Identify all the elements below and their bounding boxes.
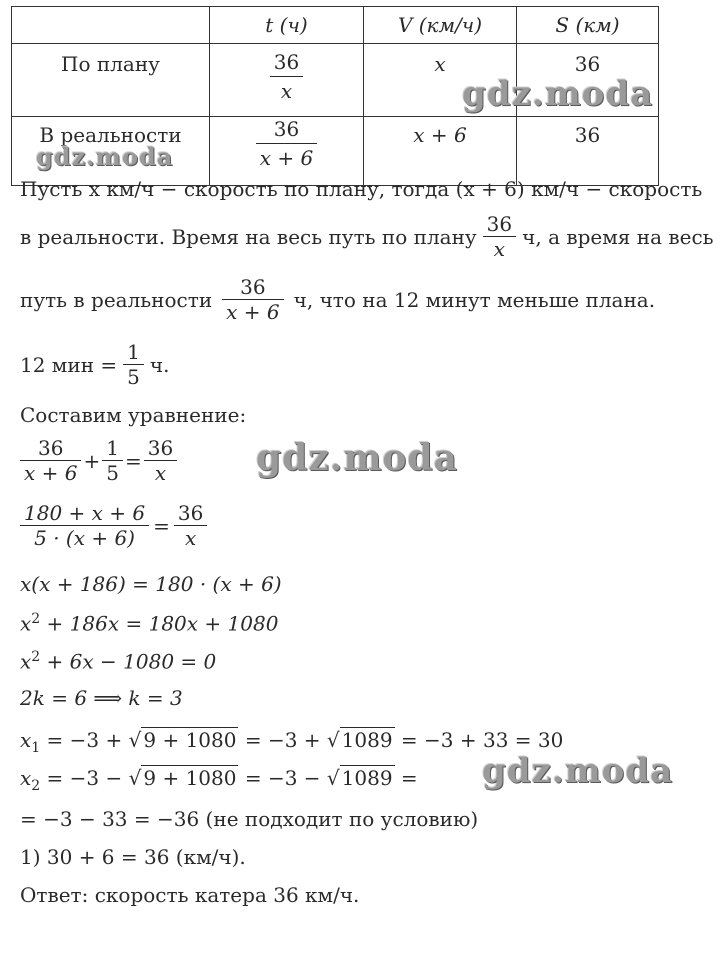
solution-line-6: $x_2 = -3$ − √ 9 + 1080 = −3 − √ 1089 =: [20, 766, 418, 794]
p3-text-a: путь в реальности: [20, 287, 213, 312]
header-t: t (ч): [210, 7, 364, 44]
p2-text-a: в реальности. Время на весь путь по плану: [20, 224, 477, 249]
header-empty: [12, 7, 210, 44]
equation-1: [20, 438, 177, 483]
row-real-label: В реальности: [12, 117, 210, 186]
solution-line-8: 1) 30 + 6 = 36 (км/ч).: [20, 845, 246, 869]
row-plan-time: $\frac{36}{x}$: [210, 44, 364, 117]
row-plan-label: По плану: [12, 44, 210, 117]
row-real-distance: 36: [517, 117, 659, 186]
header-s: S (км): [517, 7, 659, 44]
eq1-equals: =: [124, 448, 142, 473]
solution-line-4: 2k = 6 ⟹ k = 3: [20, 686, 183, 710]
eq1-fraction-3: $\frac{36}{x}$: [144, 438, 177, 483]
paragraph-line-4: [20, 342, 169, 387]
watermark-3: gdz.moda: [256, 437, 458, 479]
row-real-speed: x + 6: [364, 117, 517, 186]
watermark-1: gdz.moda: [462, 74, 654, 114]
solution-line-5: $x_1 = -3$ + √ 9 + 1080 = −3 + √ 1089 = −3 + 33 = 30: [20, 728, 564, 756]
p4-text-a: 12 мин =: [20, 352, 118, 377]
solution-line-1: x(x + 186) = 180 · (x + 6): [20, 572, 282, 596]
p2-text-b: ч, а время на весь: [522, 224, 714, 249]
paragraph-line-3: [20, 277, 655, 322]
solution-line-7: = −3 − 33 = −36 (не подходит по условию): [20, 807, 479, 831]
paragraph-line-1: Пусть x км/ч − скорость по плану, тогда (x + 6) км/ч − скорость: [20, 177, 703, 201]
eq1-plus: +: [83, 448, 101, 473]
eq1-fraction-1: $\frac{36}{x + 6}$: [20, 438, 81, 483]
p4-text-b: ч.: [149, 352, 170, 377]
row-plan-speed: x: [364, 44, 517, 117]
watermark-2: gdz.moda: [36, 142, 174, 171]
eq2-fraction-1: $\frac{180 + x + 6}{5 \cdot (x + 6)}$: [20, 503, 149, 548]
row-plan-distance: 36: [517, 44, 659, 117]
eq2-fraction-2: $\frac{36}{x}$: [174, 503, 207, 548]
p4-fraction: $\frac{1}{5}$: [123, 342, 144, 387]
watermark-4: gdz.moda: [482, 751, 674, 791]
solution-line-2: $x^2 + 186x = 180x + 1080$: [20, 611, 279, 636]
paragraph-line-5: Составим уравнение:: [20, 403, 247, 427]
equation-2: [20, 503, 207, 548]
p2-fraction: $\frac{36}{x}$: [483, 214, 516, 259]
p3-fraction: $\frac{36}{x + 6}$: [222, 277, 283, 322]
paragraph-line-2: [20, 214, 714, 259]
header-v: V (км/ч): [364, 7, 517, 44]
p3-text-b: ч, что на 12 минут меньше плана.: [293, 287, 656, 312]
eq2-equals: =: [153, 513, 170, 538]
row-real-time: $\frac{36}{x + 6}$: [210, 117, 364, 186]
eq1-fraction-2: $\frac{1}{5}$: [102, 438, 123, 483]
solution-line-3: $x^2 + 6x - 1080 = 0$: [20, 649, 217, 674]
table-header-row: [12, 7, 659, 44]
answer-line: Ответ: скорость катера 36 км/ч.: [20, 883, 360, 907]
